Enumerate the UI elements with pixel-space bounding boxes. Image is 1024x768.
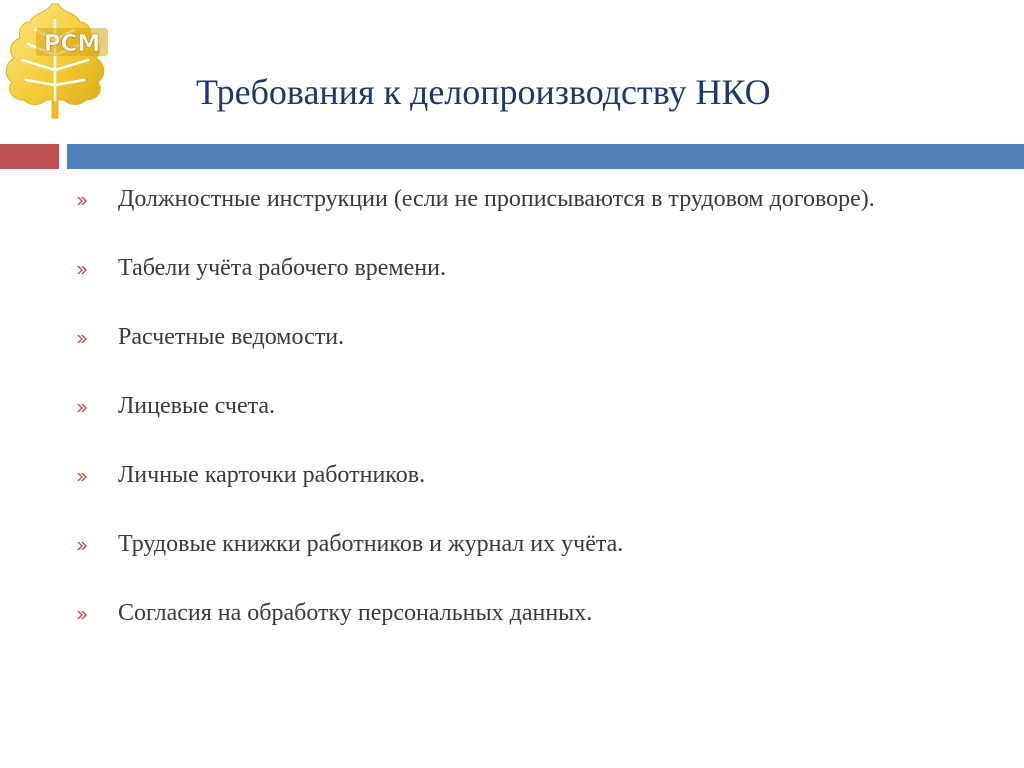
chevron-right-icon [76,540,88,552]
list-item-text: Лицевые счета. [118,393,276,419]
divider-red-block [0,144,59,169]
bullet-list [76,183,946,666]
divider-blue-bar [67,144,1024,169]
list-item-text: Личные карточки работников. [118,462,426,488]
list-item [76,252,946,285]
logo-text: РСМ [43,31,101,57]
list-item [76,597,946,630]
chevron-right-icon [76,195,88,207]
list-item [76,390,946,423]
chevron-right-icon [76,402,88,414]
list-item [76,183,946,216]
list-item [76,321,946,354]
slide-title: Требования к делопроизводству НКО [196,72,771,112]
chevron-right-icon [76,264,88,276]
list-item [76,528,946,561]
list-item-text: Должностные инструкции (если не прописываются в трудовом договоре). [118,186,875,212]
chevron-right-icon [76,609,88,621]
list-item-text: Согласия на обработку персональных данных. [118,600,593,626]
list-item-text: Расчетные ведомости. [118,324,345,350]
list-item-text: Трудовые книжки работников и журнал их учёта. [118,531,624,557]
list-item-text: Табели учёта рабочего времени. [118,255,446,281]
birch-leaf-logo-icon [0,0,118,122]
chevron-right-icon [76,333,88,345]
chevron-right-icon [76,471,88,483]
title-divider [0,144,1024,169]
list-item [76,459,946,492]
